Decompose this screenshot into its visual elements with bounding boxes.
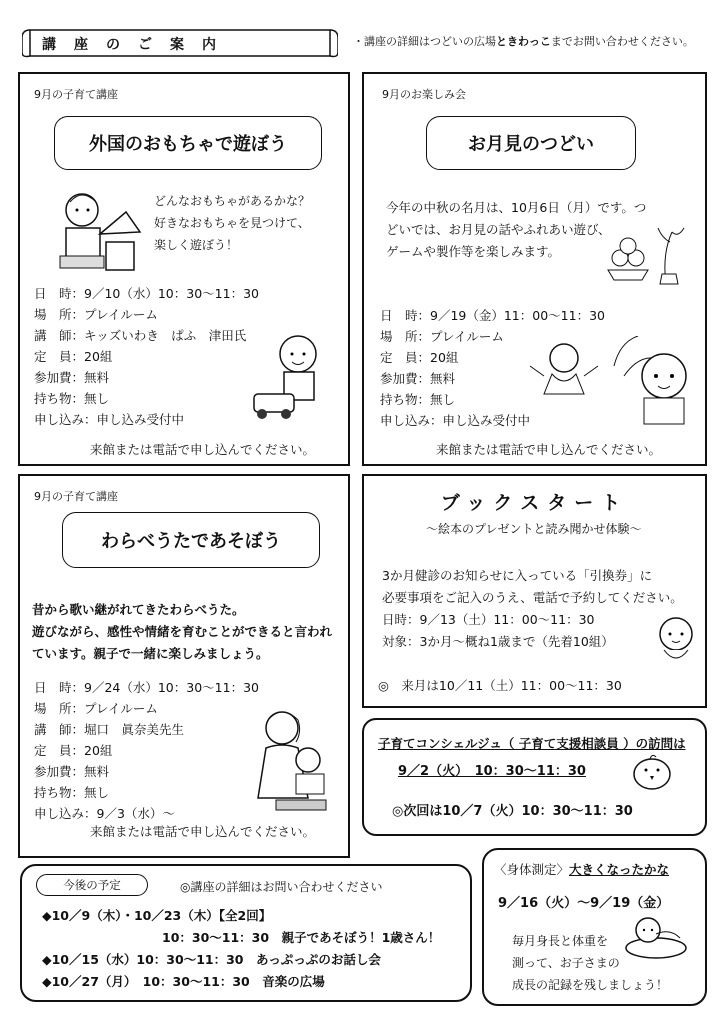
baby-icon bbox=[654, 614, 698, 664]
bookstart-box bbox=[362, 474, 707, 708]
detail-capacity: 定 員：20組 bbox=[34, 349, 113, 364]
concierge-date: 9／2（火） 10：30〜11：30 bbox=[398, 764, 586, 779]
header-note-suffix: までお問い合わせください。 bbox=[550, 35, 694, 48]
header-note-text: ・講座の詳細はつどいの広場 bbox=[353, 35, 496, 48]
event-box-moon bbox=[362, 72, 707, 466]
concierge-box bbox=[362, 718, 707, 836]
intro-line: 今年の中秋の名月は、10月6日（月）です。つ bbox=[386, 200, 647, 215]
event-title: わらべうたであそぼう bbox=[62, 512, 320, 568]
measure-title: 大きくなったかな bbox=[569, 862, 670, 877]
measure-dates: 9／16（火）〜9／19（金） bbox=[498, 896, 670, 911]
event-label: 9月の子育て講座 bbox=[34, 490, 118, 503]
detail-apply: 申し込み：申し込み受付中 bbox=[34, 412, 185, 427]
intro-line: 遊びながら、感性や情緒を育むことができると言われ bbox=[32, 624, 333, 639]
detail-apply: 申し込み：申し込み受付中 bbox=[380, 413, 531, 428]
bookstart-subtitle: 〜絵本のプレゼントと読み聞かせ体験〜 bbox=[426, 522, 642, 536]
schedule-line: ◆10／15（水）10：30〜11：30 あっぷっぷのお話し会 bbox=[42, 952, 381, 967]
detail-apply: 申し込み：9／3（水）〜 bbox=[34, 806, 175, 821]
bookstart-target: 対象：3か月〜概ね1歳まで（先着10組） bbox=[382, 634, 614, 649]
schedule-note: ◎講座の詳細はお問い合わせください bbox=[180, 880, 383, 894]
event-details bbox=[34, 678, 259, 825]
mother-and-child-icon bbox=[246, 704, 342, 814]
header-note bbox=[353, 33, 694, 49]
intro-line: どいでは、お月見の話やふれあい遊び、 bbox=[386, 222, 611, 237]
concierge-title: 子育てコンシェルジュ（ 子育て支援相談員 ）の訪問は bbox=[378, 736, 686, 751]
bookstart-date: 日時：9／13（土）11：00〜11：30 bbox=[382, 612, 595, 627]
schedule-tag: 今後の予定 bbox=[36, 874, 148, 896]
detail-items: 持ち物：無し bbox=[34, 785, 110, 800]
measure-line: 測って、お子さまの bbox=[512, 956, 620, 970]
detail-instructor: 講 師：堀口 眞奈美先生 bbox=[34, 722, 185, 737]
concierge-next: ◎次回は10／7（火）10：30〜11：30 bbox=[392, 804, 633, 819]
measure-line: 成長の記録を残しましょう！ bbox=[512, 978, 669, 992]
header-scroll bbox=[22, 26, 338, 60]
event-box-warabeuta bbox=[18, 474, 350, 858]
detail-items: 持ち物：無し bbox=[34, 391, 110, 406]
measure-title-row bbox=[494, 860, 669, 878]
detail-datetime: 日 時：9／10（水）10：30〜11：30 bbox=[34, 286, 259, 301]
header-note-brand: ときわっこ bbox=[496, 35, 551, 48]
detail-fee: 参加費：無料 bbox=[380, 371, 456, 386]
bookstart-next: ◎ 来月は10／11（土）11：00〜11：30 bbox=[378, 678, 622, 693]
event-footer: 来館または電話で申し込んでください。 bbox=[90, 824, 316, 839]
child-with-toy-car-icon bbox=[240, 324, 340, 424]
event-footer: 来館または電話で申し込んでください。 bbox=[90, 442, 316, 457]
detail-items: 持ち物：無し bbox=[380, 392, 456, 407]
baby-on-scale-icon bbox=[622, 912, 692, 962]
intro-line: 好きなおもちゃを見つけて、 bbox=[154, 216, 310, 230]
detail-fee: 参加費：無料 bbox=[34, 764, 110, 779]
page-title: 講 座 の ご 案 内 bbox=[42, 37, 218, 53]
intro-line: ゲームや製作等を楽しみます。 bbox=[386, 244, 561, 259]
detail-capacity: 定 員：20組 bbox=[34, 743, 113, 758]
detail-place: 場 所：プレイルーム bbox=[380, 329, 504, 344]
detail-place: 場 所：プレイルーム bbox=[34, 307, 158, 322]
schedule-box bbox=[20, 864, 472, 1002]
event-box-toys bbox=[18, 72, 350, 466]
event-label: 9月のお楽しみ会 bbox=[382, 88, 466, 101]
child-playing-blocks-icon bbox=[40, 182, 150, 282]
schedule-line: 10：30〜11：30 親子であそぼう！1歳さん！ bbox=[162, 930, 441, 945]
event-title: 外国のおもちゃで遊ぼう bbox=[54, 116, 322, 170]
event-title: お月見のつどい bbox=[426, 116, 636, 170]
detail-instructor: 講 師：キッズいわき ぱふ 津田氏 bbox=[34, 328, 247, 343]
measure-box bbox=[482, 848, 707, 1006]
measure-tag: 〈身体測定〉 bbox=[494, 862, 570, 877]
intro-line: 楽しく遊ぼう！ bbox=[154, 238, 239, 252]
bookstart-line: 3か月健診のお知らせに入っている「引換券」に bbox=[382, 568, 653, 583]
event-details bbox=[34, 284, 259, 431]
measure-line: 毎月身長と体重を bbox=[512, 934, 609, 948]
detail-place: 場 所：プレイルーム bbox=[34, 701, 158, 716]
schedule-line: ◆10／27（月） 10：30〜11：30 音楽の広場 bbox=[42, 974, 325, 989]
children-harvest-icon bbox=[524, 336, 700, 426]
detail-capacity: 定 員：20組 bbox=[380, 350, 459, 365]
schedule-line: ◆10／9（木）・10／23（木）【全2回】 bbox=[42, 908, 272, 923]
detail-datetime: 日 時：9／19（金）11：00〜11：30 bbox=[380, 308, 605, 323]
bookstart-line: 必要事項をご記入のうえ、電話で予約してください。 bbox=[382, 590, 683, 605]
event-label: 9月の子育て講座 bbox=[34, 88, 118, 101]
intro-line: 昔から歌い継がれてきたわらべうた。 bbox=[32, 602, 245, 617]
detail-fee: 参加費：無料 bbox=[34, 370, 110, 385]
intro-line: ています。親子で一緒に楽しみましょう。 bbox=[32, 646, 269, 661]
detail-datetime: 日 時：9／24（水）10：30〜11：30 bbox=[34, 680, 259, 695]
bookstart-title: ブックスタート bbox=[440, 492, 629, 514]
chick-icon bbox=[628, 752, 676, 792]
moon-dango-icon bbox=[600, 222, 690, 292]
intro-line: どんなおもちゃがあるかな？ bbox=[154, 194, 311, 208]
event-footer: 来館または電話で申し込んでください。 bbox=[436, 442, 662, 457]
